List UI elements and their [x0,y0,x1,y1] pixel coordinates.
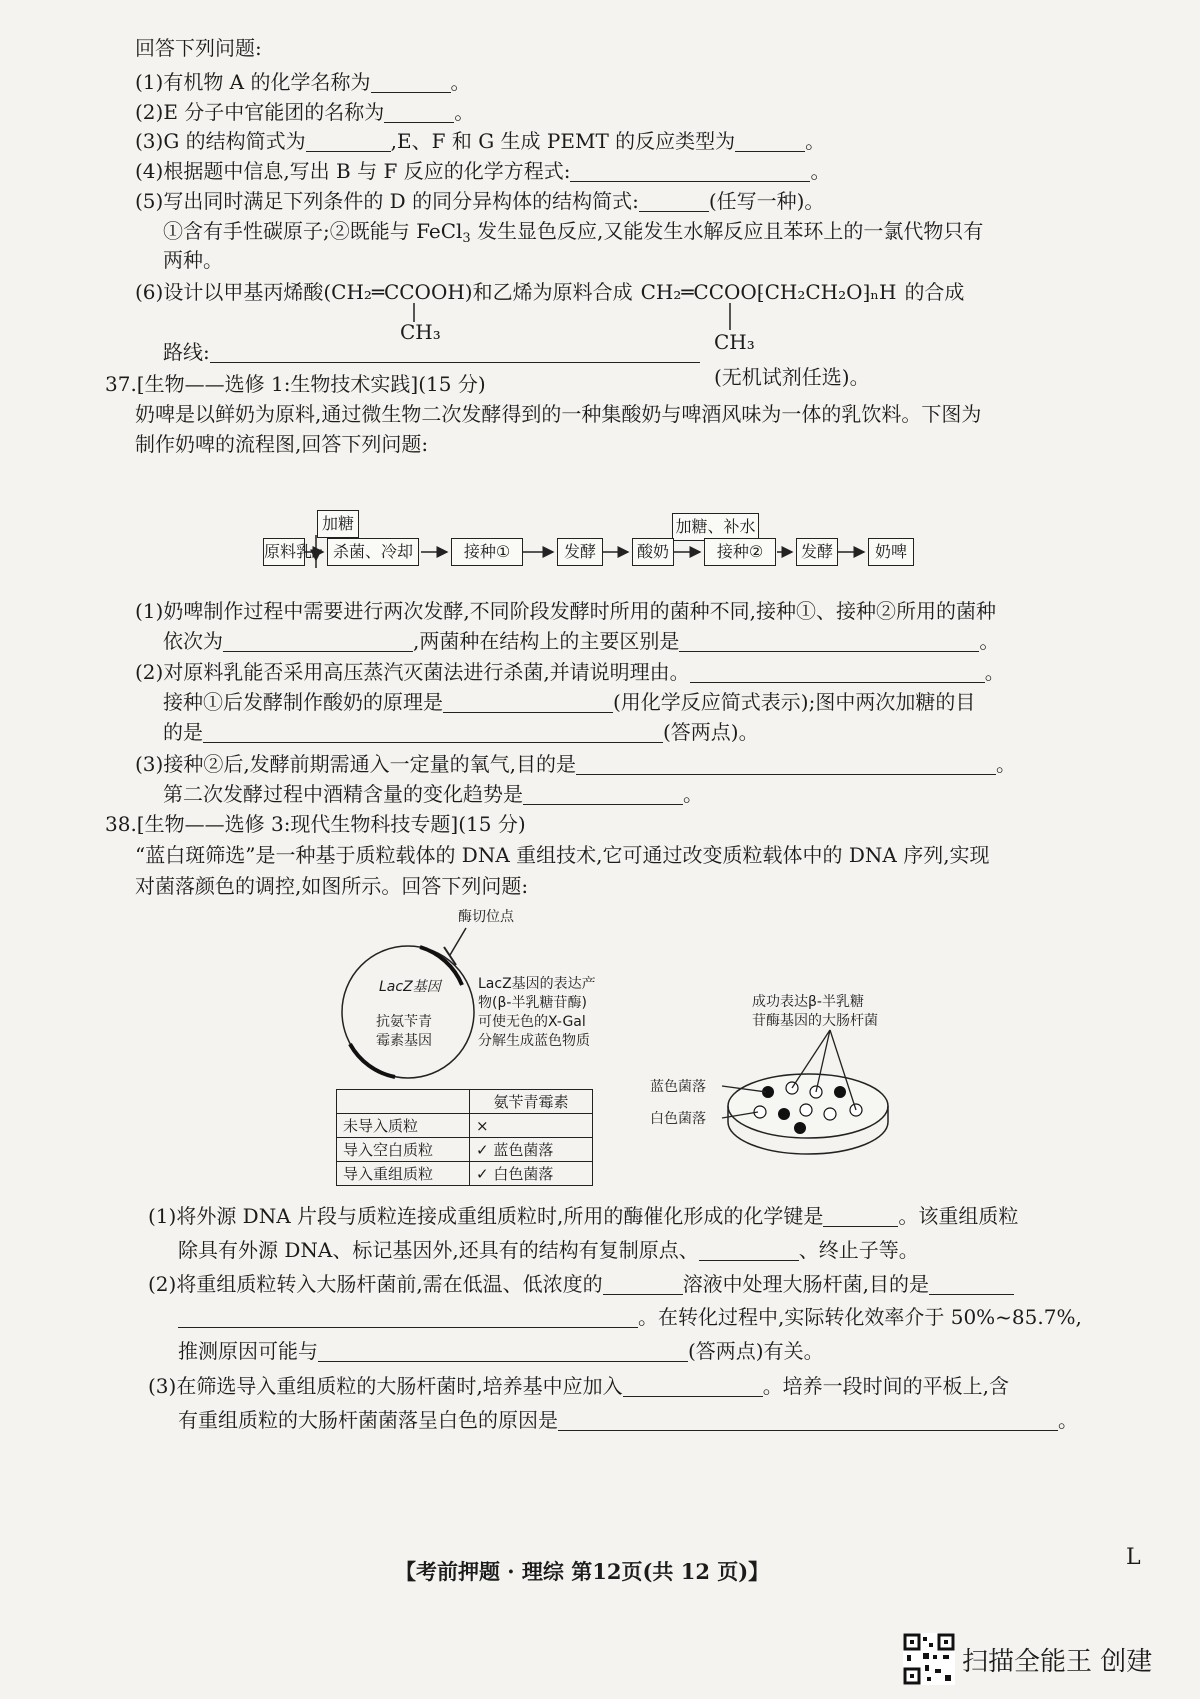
q37-part2: (2)对原料乳能否采用高压蒸汽灭菌法进行杀菌,并请说明理由。 。 [135,660,1005,684]
answer-blank[interactable] [558,1410,1058,1431]
q37-part3-line2: 第二次发酵过程中酒精含量的变化趋势是 。 [163,782,703,806]
flow-milk-beer: 奶啤 [868,538,914,566]
white-colony [800,1104,812,1116]
table-cell: 导入重组质粒 [337,1162,470,1186]
q36-intro: 回答下列问题: [135,36,262,60]
white-colony [824,1108,836,1120]
answer-blank[interactable] [929,1274,1014,1295]
q37-intro-1: 奶啤是以鲜奶为原料,通过微生物二次发酵得到的一种集酸奶与啤酒风味为一体的乳饮料。下图为 [135,402,982,426]
flow-inoculate-2: 接种② [704,538,776,566]
q36-part5: (5)写出同时满足下列条件的 D 的同分异构体的结构简式: (任写一种)。 [135,189,825,213]
corner-mark: L [1126,1545,1141,1570]
q36-part6: (6)设计以甲基丙烯酸(CH₂═CCOOH)和乙烯为原料合成 CH₂═CCOO⁅CH₂CH₂O⁆ₙH 的合成 [135,280,965,304]
q38-intro-1: “蓝白斑筛选”是一种基于质粒载体的 DNA 重组技术,它可通过改变质粒载体中的 DNA 序列,实现 [135,843,990,867]
q38-intro-2: 对菌落颜色的调控,如图所示。回答下列问题: [135,874,529,898]
table-row [337,1138,593,1162]
q37-part2-line3: 的是 (答两点)。 [163,720,759,744]
answer-blank[interactable] [623,1376,763,1397]
methyl-group-1: CH₃ [400,320,441,344]
q37-header: 37.[生物——选修 1:生物技术实践](15 分) [105,372,486,396]
q38-header: 38.[生物——选修 3:现代生物科技专题](15 分) [105,812,526,836]
table-row [337,1114,593,1138]
cut-site-label: 酶切位点 [458,909,514,925]
table-cell: × [470,1114,593,1138]
white-colony-label: 白色菌落 [650,1111,706,1127]
q37-part1-line2: 依次为 ,两菌种在结构上的主要区别是 。 [163,629,1000,653]
q37-part1: (1)奶啤制作过程中需要进行两次发酵,不同阶段发酵时所用的菌种不同,接种①、接种②所用的菌种 [135,599,997,623]
table-cell: ✓ 白色菌落 [470,1162,593,1186]
q36-part4: (4)根据题中信息,写出 B 与 F 反应的化学方程式: 。 [135,159,831,183]
scanner-watermark: 扫描全能王 创建 [962,1647,1153,1677]
q38-part1-line2: 除具有外源 DNA、标记基因外,还具有的结构有复制原点、 、终止子等。 [178,1238,919,1262]
target-polymer-formula: CH₂═CCOO⁅CH₂CH₂O⁆ₙH [640,280,897,304]
blue-colony [778,1108,790,1120]
flow-ferment-2: 发酵 [796,538,838,566]
success-label-1: 成功表达β-半乳糖 [752,994,864,1010]
flow-add-sugar: 加糖 [317,510,359,538]
flow-add-sugar-water: 加糖、补水 [672,513,759,541]
answer-blank[interactable] [603,1274,683,1295]
q36-route: 路线: [163,338,700,366]
answer-blank[interactable] [318,1341,688,1362]
answer-blank[interactable] [699,1240,799,1261]
cut-site-pointer [450,928,466,955]
q38-part3-line2: 有重组质粒的大肠杆菌菌落呈白色的原因是 。 [178,1408,1078,1432]
flow-sterilize-cool: 杀菌、冷却 [327,538,419,566]
q36-part5-conditions-end: 两种。 [163,248,223,272]
qr-code-icon [903,1633,955,1685]
lacz-desc-4: 分解生成蓝色物质 [478,1033,590,1049]
table-cell: ✓ 蓝色菌落 [470,1138,593,1162]
q38-part2-line3: 推测原因可能与 (答两点)有关。 [178,1339,824,1363]
table-header-cell: 氨苄青霉素 [470,1090,593,1114]
amp-label-1: 抗氨苄青 [376,1014,432,1030]
q38-part2: (2)将重组质粒转入大肠杆菌前,需在低温、低浓度的 溶液中处理大肠杆菌,目的是 [148,1270,1014,1298]
lacz-desc-1: LacZ基因的表达产 [478,976,596,992]
q38-part2-line2: 。在转化过程中,实际转化效率介于 50%~85.7%, [178,1303,1082,1331]
success-label-2: 苷酶基因的大肠杆菌 [752,1013,878,1029]
table-cell: 导入空白质粒 [337,1138,470,1162]
flow-inoculate-1: 接种① [451,538,523,566]
q36-part1: (1)有机物 A 的化学名称为 。 [135,70,471,94]
answer-blank[interactable] [823,1206,898,1227]
q38-part3: (3)在筛选导入重组质粒的大肠杆菌时,培养基中应加入 。培养一段时间的平板上,含 [148,1374,1010,1398]
table-cell: 未导入质粒 [337,1114,470,1138]
table-row [337,1162,593,1186]
q36-part2: (2)E 分子中官能团的名称为 。 [135,100,475,124]
flow-raw-milk: 原料乳 [263,538,305,566]
q36-part3: (3)G 的结构简式为 ,E、F 和 G 生成 PEMT 的反应类型为 。 [135,129,826,153]
q36-part5-conditions: ①含有手性碳原子;②既能与 FeCl$_3$ 发生显色反应,又能发生水解反应且苯环上的一氯代物只有 [163,219,984,246]
flow-ferment-1: 发酵 [557,538,603,566]
lacz-desc-3: 可使无色的X-Gal [478,1014,586,1030]
blue-colony-label: 蓝色菌落 [650,1079,706,1095]
amp-label-2: 霉素基因 [376,1033,432,1049]
page-footer: 【考前押题 · 理综 第12页(共 12 页)】 [395,1559,770,1584]
methyl-group-2: CH₃ [714,330,755,354]
q37-part3: (3)接种②后,发酵前期需通入一定量的氧气,目的是 。 [135,752,1017,776]
selection-table [336,1089,593,1186]
blue-colony [794,1122,806,1134]
blue-colony [834,1086,846,1098]
lacz-desc-2: 物(β-半乳糖苷酶) [478,995,587,1011]
q37-part2-line2: 接种①后发酵制作酸奶的原理是 (用化学反应简式表示);图中两次加糖的目 [163,690,976,714]
table-row [337,1090,593,1114]
q36-route-tail: (无机试剂任选)。 [714,365,870,389]
methacrylic-acid-formula: CH₂═CCOOH [331,280,465,304]
q37-intro-2: 制作奶啤的流程图,回答下列问题: [135,432,429,456]
answer-blank[interactable] [178,1307,638,1328]
flow-yogurt: 酸奶 [632,538,674,566]
q38-part1: (1)将外源 DNA 片段与质粒连接成重组质粒时,所用的酶催化形成的化学键是 。该重组质粒 [148,1204,1019,1228]
lacz-label: LacZ基因 [379,979,441,995]
